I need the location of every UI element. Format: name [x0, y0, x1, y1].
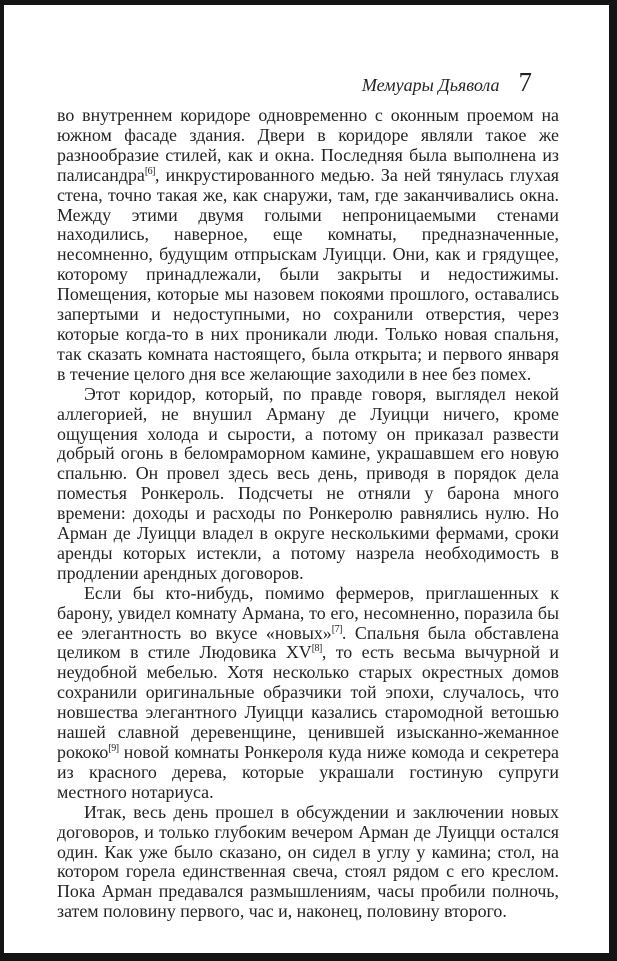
text-block [57, 106, 559, 922]
footnote-marker: [8] [311, 643, 322, 655]
page-number: 7 [518, 67, 532, 97]
footnote-marker: [9] [108, 743, 119, 755]
running-head [362, 67, 532, 98]
paragraph: во внутреннем коридоре одновременно с оконным проемом на южном фасаде здания. Двери в коридоре являли такое же разнообразие стилей, как и окна. Последняя была выполнена из палисандра[6], инкрустированного медью. За ней тянулась глухая стена, точно такая же, как снаружи, там, где заканчивались окна. Между этими двумя голыми непроницаемыми стенами находились, наверное, еще комнаты, предназначенные, несомненно, будущим отпрыскам Луицци. Они, как и грядущее, которому принадлежали, были закрыты и недостижимы. Помещения, которые мы назовем покоями прошлого, оставались запертыми и недоступными, но сохранили отверстия, через которые когда-то в них проникали люди. Только новая спальня, так сказать комната настоящего, была открыта; и первого января в течение целого дня все желающие заходили в нее без помех. [57, 105, 559, 384]
running-title: Мемуары Дьявола [361, 75, 500, 95]
paragraph: Если бы кто-нибудь, помимо фермеров, приглашенных к барону, увидел комнату Армана, то его, несомненно, поразила бы ее элегантность во вкусе «новых»[7]. Спальня была обставлена целиком в стиле Людовика XV[8], то есть весьма вычурной и неудобной мебелью. Хотя несколько старых окрестных домов сохранили оригинальные образчики той эпохи, случалось, что новшества элегантного Луицци казались старомодной ветошью нашей славной деревенщине, ценившей изысканно-жеманное рококо[9] новой комнаты Ронкероля куда ниже комода и секретера из красного дерева, которые украшали гостиную супруги местного нотариуса. [57, 582, 559, 802]
footnote-marker: [7] [331, 623, 342, 635]
book-page [4, 5, 609, 953]
footnote-marker: [6] [144, 165, 156, 177]
paragraph: Итак, весь день прошел в обсуждении и заключении новых договоров, и только глубоким вечером Арман де Луицци остался один. Как уже было сказано, он сидел в углу у камина; стол, на котором горела единственная свеча, стоял рядом с его креслом. Пока Арман предавался размышлениям, часы пробили полночь, затем половину первого, час и, наконец, половину второго. [57, 801, 559, 922]
paragraph: Этот коридор, который, по правде говоря, выглядел некой аллегорией, не внушил Арману де Луицци ничего, кроме ощущения холода и сырости, а потому он приказал развести добрый огонь в беломраморном камине, украшавшем его новую спальню. Он провел здесь весь день, приводя в порядок дела поместья Ронкероль. Подсчеты не отняли у барона много времени: доходы и расходы по Ронкеролю равнялись нулю. Но Арман де Луицци владел в округе несколькими фермами, сроки аренды которых истекли, а потому назрела необходимость в продлении арендных договоров. [57, 383, 559, 583]
